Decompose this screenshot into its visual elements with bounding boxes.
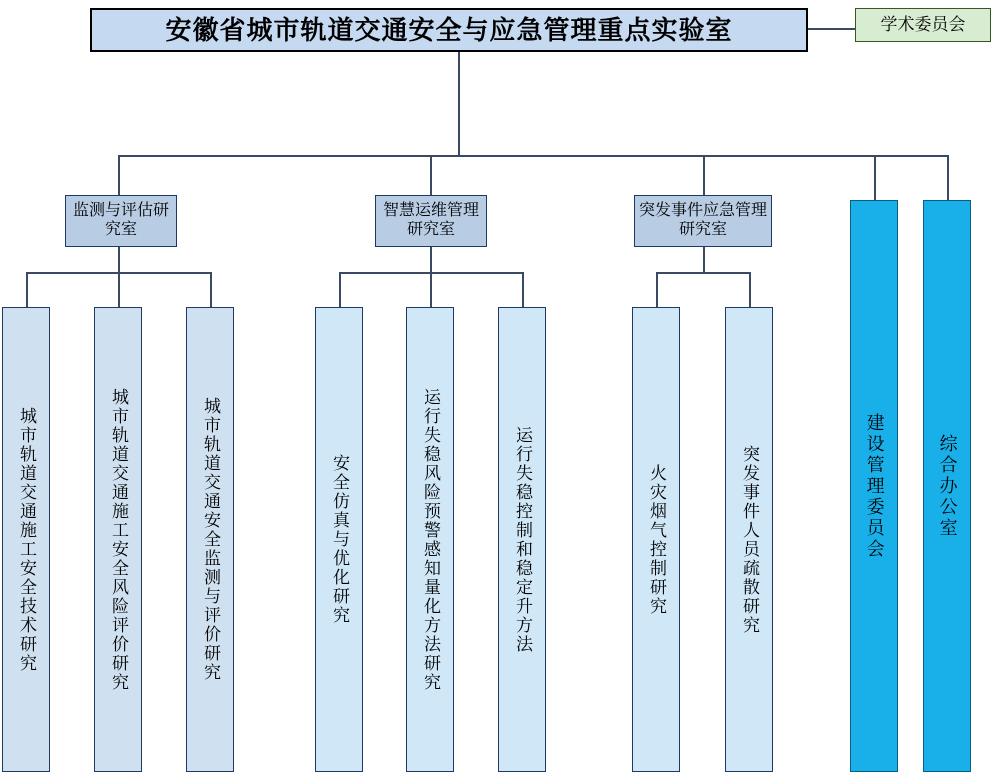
- connector-dept1-leaf2: [118, 272, 120, 308]
- admin-node-general-office: [923, 200, 971, 772]
- department-label-3: 突发事件应急管理研究室: [639, 202, 768, 238]
- research-topic-node-3: [186, 307, 234, 772]
- connector-main-bus: [118, 155, 948, 157]
- connector-dept2-leaf3: [522, 272, 524, 308]
- research-topic-node-7: [632, 307, 680, 772]
- research-topic-node-1: [2, 307, 50, 772]
- research-topic-label-5: 运行失稳风险预警感知量化方法研究: [421, 387, 441, 692]
- lab-title-label: 安徽省城市轨道交通安全与应急管理重点实验室: [165, 14, 733, 45]
- academic-committee-node: [855, 8, 991, 42]
- research-topic-node-6: [498, 307, 546, 772]
- connector-title-trunk: [458, 52, 460, 156]
- research-topic-node-8: [725, 307, 773, 772]
- research-topic-node-2: [94, 307, 142, 772]
- admin-node-construction-committee: [850, 200, 898, 772]
- department-node-3: [634, 195, 772, 247]
- lab-title-node: [90, 8, 808, 52]
- research-topic-label-7: 火灾烟气控制研究: [647, 463, 667, 616]
- research-topic-node-4: [315, 307, 363, 772]
- connector-dept2-drop: [430, 247, 432, 273]
- connector-dept1-leaf1: [26, 272, 28, 308]
- connector-title-committee: [808, 28, 855, 30]
- research-topic-label-2: 城市轨道交通施工安全风险评价研究: [109, 387, 129, 692]
- research-topic-label-6: 运行失稳控制和稳定升方法: [513, 425, 533, 654]
- connector-dept1-leaf3: [210, 272, 212, 308]
- connector-dept3-drop: [703, 247, 705, 273]
- department-label-1: 监测与评估研究室: [72, 202, 169, 238]
- connector-bus-dept-2: [430, 155, 432, 195]
- admin-label-1: 建设管理委员会: [864, 412, 885, 560]
- connector-dept3-bus: [656, 272, 750, 274]
- connector-dept1-drop: [118, 247, 120, 273]
- research-topic-label-4: 安全仿真与优化研究: [330, 454, 350, 625]
- academic-committee-label: 学术委员会: [880, 14, 966, 34]
- department-node-1: [65, 195, 177, 247]
- connector-dept2-leaf1: [339, 272, 341, 308]
- connector-dept3-leaf1: [656, 272, 658, 308]
- connector-bus-admin-2: [947, 155, 949, 200]
- connector-dept2-leaf2: [430, 272, 432, 308]
- connector-bus-dept-1: [118, 155, 120, 195]
- research-topic-node-5: [406, 307, 454, 772]
- connector-bus-admin-1: [874, 155, 876, 200]
- connector-dept3-leaf2: [749, 272, 751, 308]
- department-node-2: [375, 195, 487, 247]
- research-topic-label-1: 城市轨道交通施工安全技术研究: [17, 406, 37, 673]
- research-topic-label-3: 城市轨道交通安全监测与评价研究: [201, 397, 221, 682]
- connector-bus-dept-3: [703, 155, 705, 195]
- admin-label-2: 综合办公室: [937, 433, 958, 539]
- research-topic-label-8: 突发事件人员疏散研究: [740, 444, 760, 635]
- department-label-2: 智慧运维管理研究室: [382, 202, 479, 238]
